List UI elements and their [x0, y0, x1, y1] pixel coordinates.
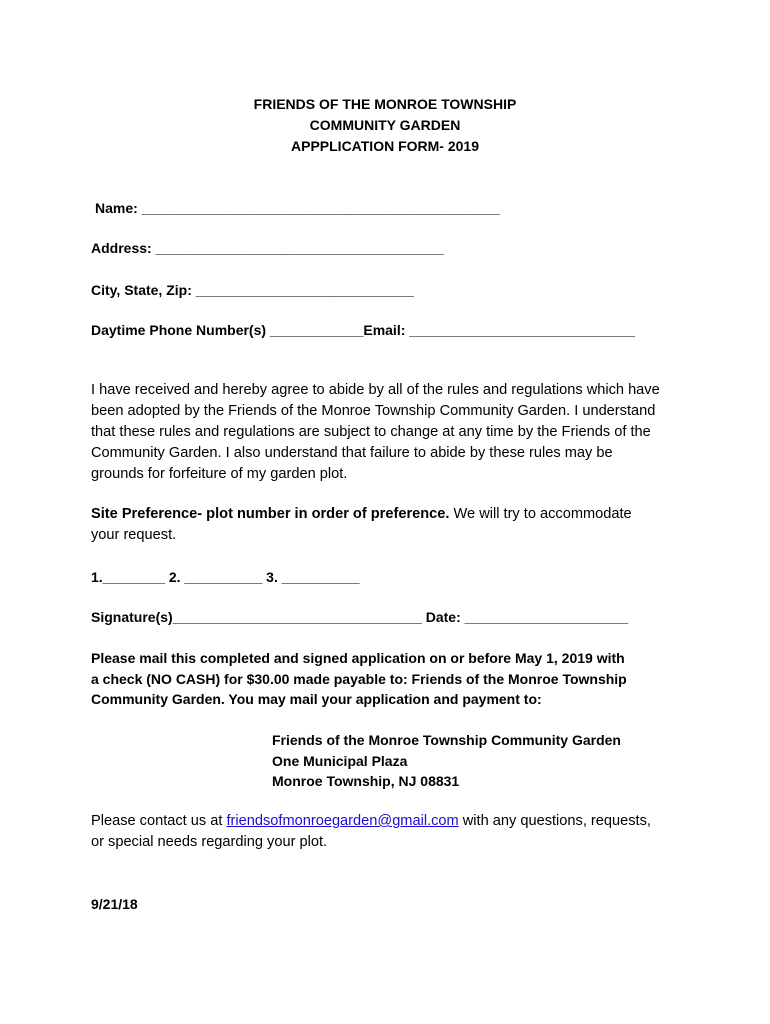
name-field[interactable]: Name: ______________________________________________: [95, 200, 500, 216]
agreement-paragraph: [91, 380, 691, 485]
address-field[interactable]: Address: _____________________________________: [91, 240, 444, 256]
mailing-address-block: [272, 730, 621, 792]
site-preference-note: We will try to accommodate: [449, 506, 632, 522]
agreement-line-3: that these rules and regulations are subject to change at any time by the Friends of the: [91, 424, 651, 440]
phone-email-field[interactable]: Daytime Phone Number(s) ____________Email: _____________________________: [91, 322, 636, 338]
mailing-address-line-2: One Municipal Plaza: [272, 752, 408, 769]
contact-text-before: Please contact us at: [91, 813, 227, 829]
mail-instructions: [91, 648, 627, 710]
mailing-address-line-1: Friends of the Monroe Township Community Garden: [272, 732, 621, 748]
title-line-1: FRIENDS OF THE MONROE TOWNSHIP: [253, 96, 517, 112]
site-preference-paragraph: [91, 504, 691, 546]
agreement-line-4: Community Garden. I also understand that failure to abide by these rules may be: [91, 445, 613, 461]
contact-paragraph: [91, 811, 691, 853]
title-line-2: COMMUNITY GARDEN: [309, 117, 461, 133]
city-state-zip-field[interactable]: City, State, Zip: ____________________________: [91, 282, 414, 298]
mail-line-3: Community Garden. You may mail your application and payment to:: [91, 691, 542, 707]
agreement-line-5: grounds for forfeiture of my garden plot.: [91, 466, 348, 482]
signature-date-field[interactable]: Signature(s)________________________________ Date: _____________________: [91, 609, 629, 625]
agreement-line-2: been adopted by the Friends of the Monroe Township Community Garden. I understand: [91, 403, 656, 419]
agreement-line-1: I have received and hereby agree to abide by all of the rules and regulations which have: [91, 382, 660, 398]
contact-line-2: or special needs regarding your plot.: [91, 834, 328, 850]
contact-text-after: with any questions, requests,: [458, 813, 651, 829]
document-date: 9/21/18: [91, 896, 138, 912]
plot-choices-field[interactable]: 1.________ 2. __________ 3. __________: [91, 569, 360, 585]
site-preference-heading: Site Preference- plot number in order of preference.: [91, 506, 450, 522]
contact-email-link[interactable]: friendsofmonroegarden@gmail.com: [226, 813, 459, 829]
title-line-3: APPPLICATION FORM- 2019: [291, 138, 479, 154]
mail-line-2: a check (NO CASH) for $30.00 made payable to: Friends of the Monroe Township: [91, 670, 627, 687]
mail-line-1: Please mail this completed and signed application on or before May 1, 2019 with: [91, 650, 625, 666]
mailing-address-line-3: Monroe Township, NJ 08831: [272, 773, 460, 789]
site-preference-note-line-2: your request.: [91, 527, 177, 543]
